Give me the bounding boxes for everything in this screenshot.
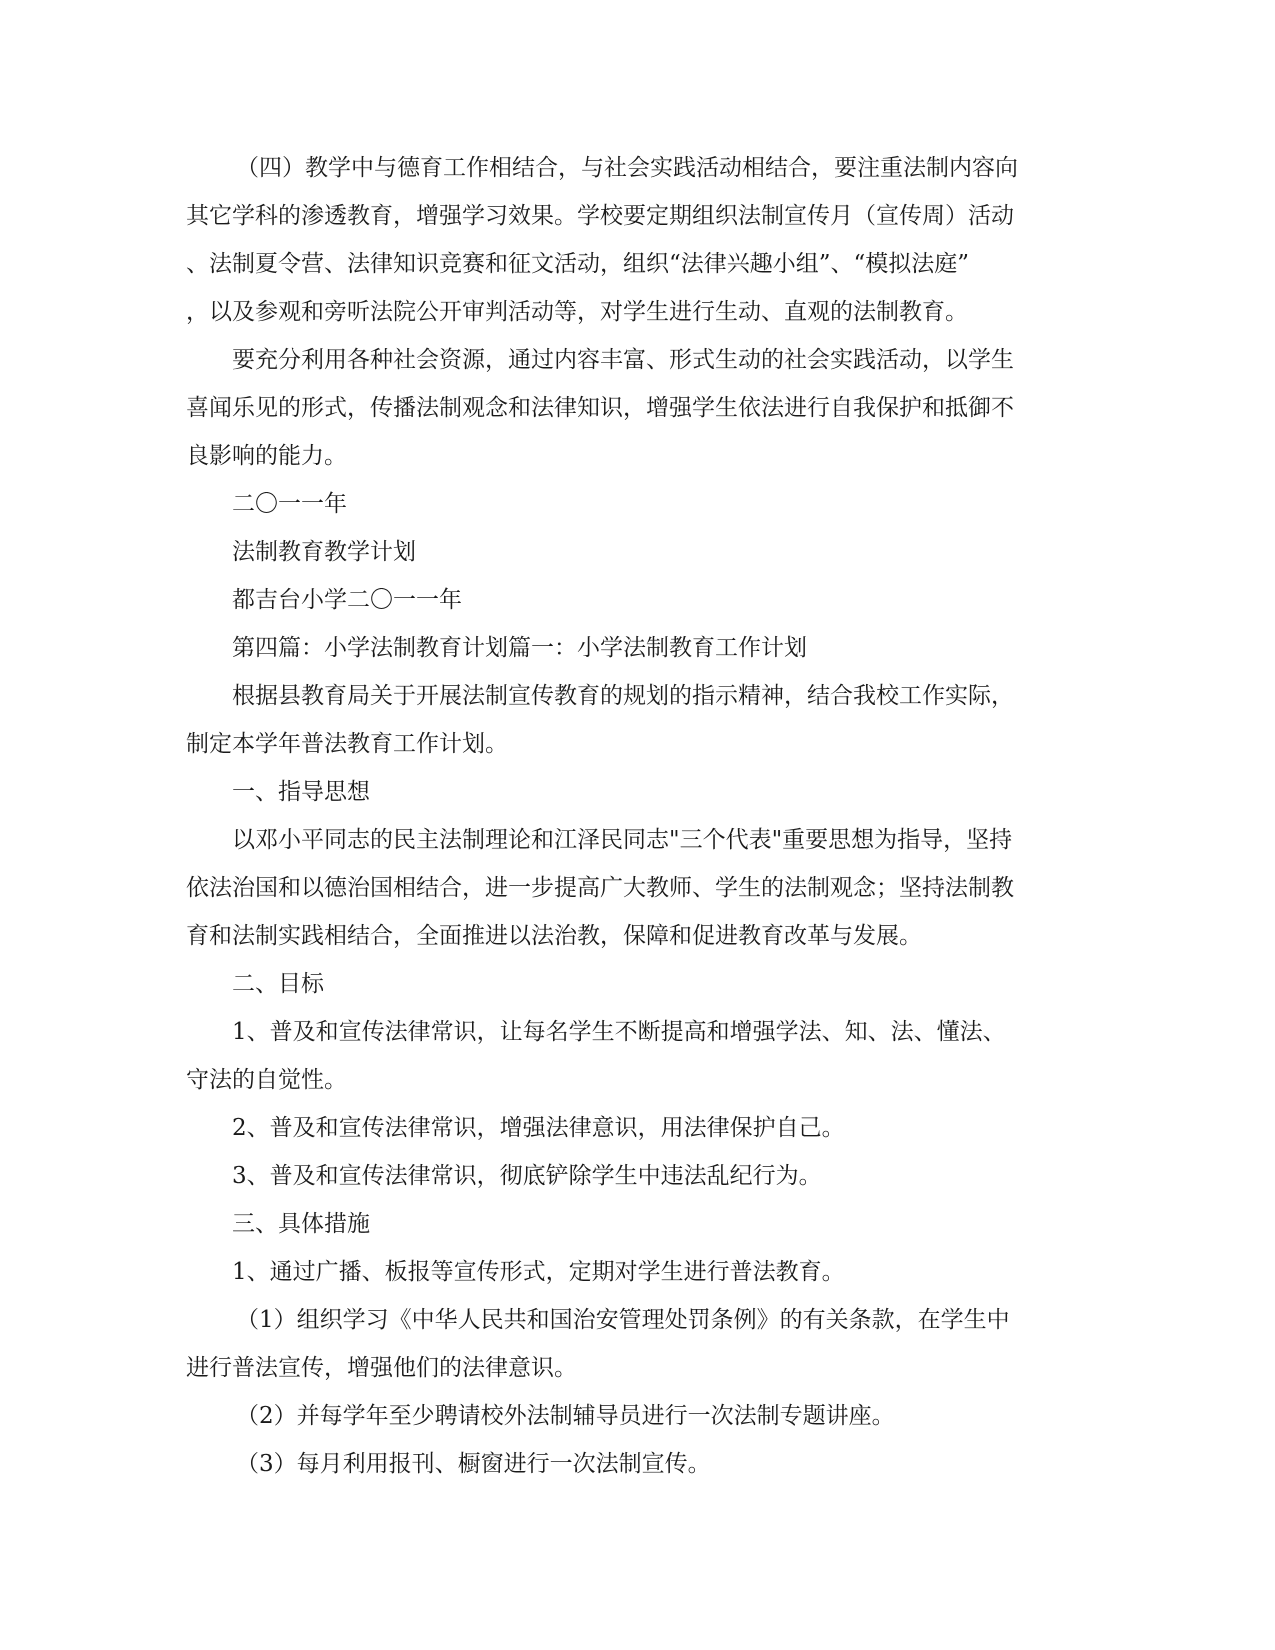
text-line: 育和法制实践相结合，全面推进以法治教，保障和促进教育改革与发展。: [186, 923, 922, 949]
text-line: 良影响的能力。: [186, 443, 347, 469]
text-line: 法制教育教学计划: [232, 539, 416, 565]
text-line: 二〇一一年: [232, 491, 347, 517]
text-line: 进行普法宣传，增强他们的法律意识。: [186, 1355, 577, 1381]
list-item: （3）每月利用报刊、橱窗进行一次法制宣传。: [236, 1451, 711, 1477]
text-line: 以邓小平同志的民主法制理论和江泽民同志"三个代表"重要思想为指导，坚持: [232, 827, 1013, 853]
text-line: 制定本学年普法教育工作计划。: [186, 731, 508, 757]
list-item: （1）组织学习《中华人民共和国治安管理处罚条例》的有关条款，在学生中: [236, 1307, 1010, 1333]
list-item: 2、普及和宣传法律常识，增强法律意识，用法律保护自己。: [232, 1115, 845, 1141]
list-item: 1、普及和宣传法律常识，让每名学生不断提高和增强学法、知、法、懂法、: [232, 1019, 1006, 1045]
list-item: （2）并每学年至少聘请校外法制辅导员进行一次法制专题讲座。: [236, 1403, 895, 1429]
section-heading: 三、具体措施: [232, 1211, 370, 1237]
text-line: 、法制夏令营、法律知识竞赛和征文活动，组织“法律兴趣小组”、“模拟法庭”: [186, 251, 970, 277]
list-item: 1、通过广播、板报等宣传形式，定期对学生进行普法教育。: [232, 1259, 845, 1285]
text-line: 喜闻乐见的形式，传播法制观念和法律知识，增强学生依法进行自我保护和抵御不: [186, 395, 1014, 421]
text-line: ，以及参观和旁听法院公开审判活动等，对学生进行生动、直观的法制教育。: [186, 299, 968, 325]
text-line: 都吉台小学二〇一一年: [232, 587, 462, 613]
text-line: 依法治国和以德治国相结合，进一步提高广大教师、学生的法制观念；坚持法制教: [186, 875, 1014, 901]
text-line: 守法的自觉性。: [186, 1067, 347, 1093]
text-line: （四）教学中与德育工作相结合，与社会实践活动相结合，要注重法制内容向: [236, 155, 1018, 181]
section-heading: 一、指导思想: [232, 779, 370, 805]
section-heading: 第四篇：小学法制教育计划篇一：小学法制教育工作计划: [232, 635, 807, 661]
text-line: 根据县教育局关于开展法制宣传教育的规划的指示精神，结合我校工作实际，: [232, 683, 1014, 709]
list-item: 3、普及和宣传法律常识，彻底铲除学生中违法乱纪行为。: [232, 1163, 822, 1189]
text-line: 其它学科的渗透教育，增强学习效果。学校要定期组织法制宣传月（宣传周）活动: [186, 203, 1014, 229]
document-body: [186, 144, 1092, 1488]
text-line: 要充分利用各种社会资源，通过内容丰富、形式生动的社会实践活动，以学生: [232, 347, 1014, 373]
section-heading: 二、目标: [232, 971, 324, 997]
